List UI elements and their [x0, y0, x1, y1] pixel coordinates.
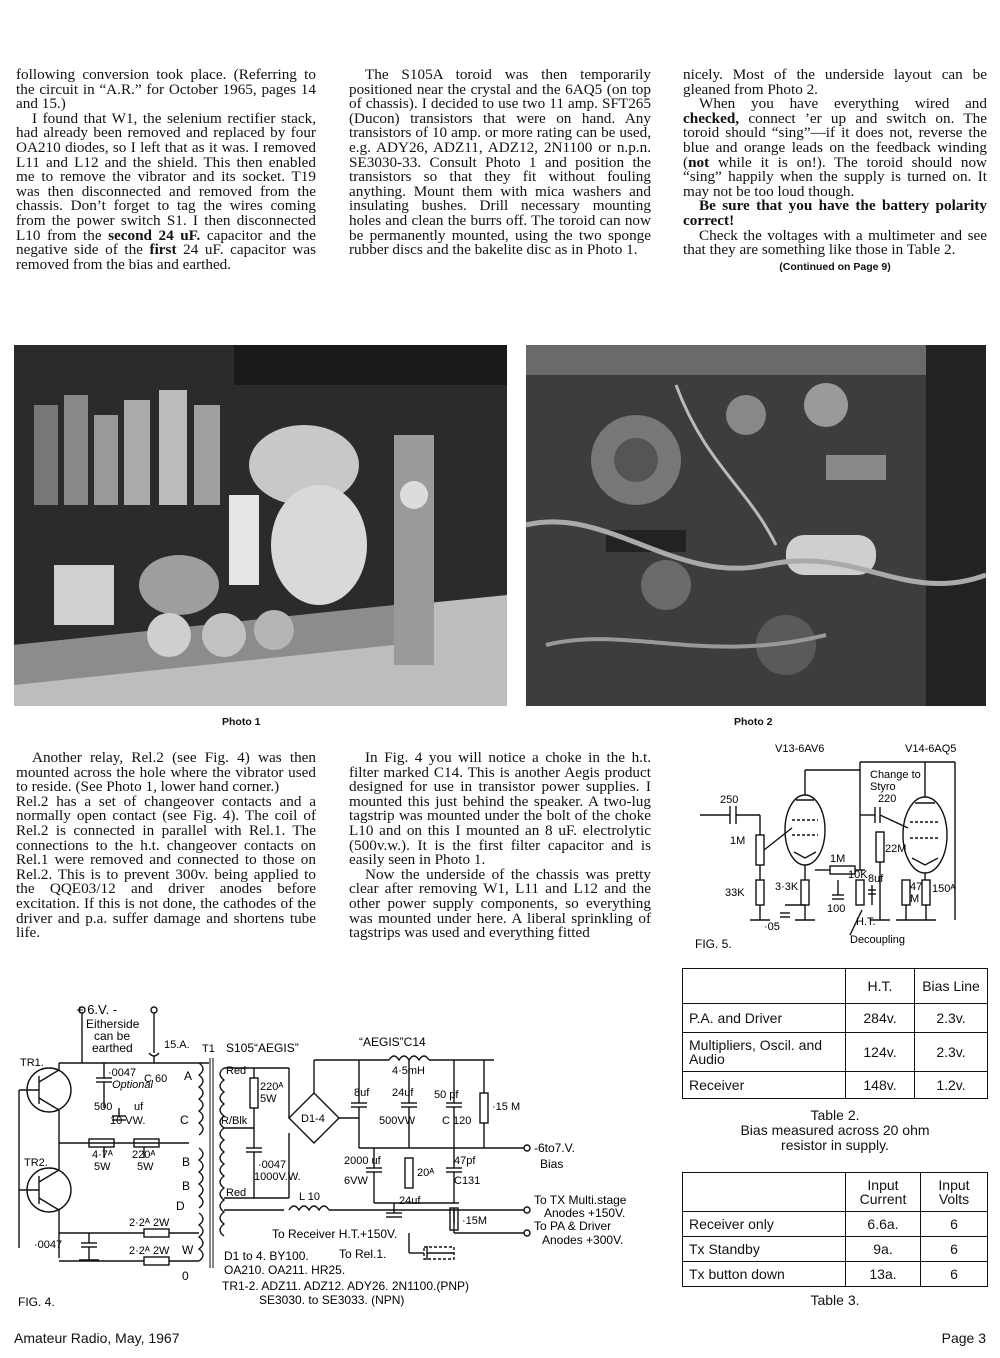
fig4-note4: SE3030. to SE3033. (NPN): [259, 1293, 405, 1307]
fig4-either2: can be: [94, 1029, 131, 1043]
fig4-letter-0: 0: [182, 1269, 189, 1283]
fig4-uf: uf: [134, 1101, 144, 1113]
paragraph: Now the underside of the chassis was pretty clear after removing W1, L11 and L12 and the other power supply components, so everything was mounted under here. A liberal sprinkling of tagstrips was used and everything fitted: [349, 865, 651, 942]
fig5-label: FIG. 5.: [695, 937, 732, 951]
table-row: [683, 1033, 988, 1072]
fig5-r10k: 10K: [848, 869, 868, 881]
fig4-c131: C131: [454, 1175, 481, 1187]
table-cell: 13a.: [846, 1262, 921, 1287]
fig4-letter-b: B: [182, 1155, 191, 1169]
figure-4-schematic: [14, 998, 664, 1310]
fig4-l45: 4·5mH: [392, 1065, 426, 1077]
fig5-r33k: 33K: [725, 887, 745, 899]
photo-2-caption: Photo 2: [734, 716, 773, 728]
fig4-rblk: R/Blk: [221, 1115, 248, 1127]
caption-line: Table 2.: [810, 1107, 860, 1123]
table-header: H.T.: [846, 969, 915, 1004]
table-cell: Multipliers, Oscil. and Audio: [683, 1033, 846, 1072]
fig5-r22m: 22M: [885, 843, 907, 855]
fig4-r15m2: ·15M: [462, 1215, 488, 1227]
fig4-r47: 4·7ᴬ: [92, 1149, 113, 1161]
fig4-c0047b: ·0047: [34, 1239, 63, 1251]
fig5-decoupling: Decoupling: [850, 934, 906, 946]
table-header: Input Current: [846, 1173, 921, 1212]
fig5-r47: 47: [910, 881, 923, 893]
fig4-l10: L 10: [299, 1191, 321, 1203]
footer-publication: Amateur Radio, May, 1967: [14, 1330, 180, 1346]
table-2-caption: [682, 1108, 988, 1153]
photo-1-caption: Photo 1: [222, 716, 261, 728]
fig4-c0047a: ·0047: [108, 1067, 137, 1079]
fig4-rx: To Receiver H.T.+150V.: [272, 1227, 398, 1241]
table-row: [683, 1212, 988, 1237]
fig5-r1m2: 1M: [830, 853, 846, 865]
table-header: Input Volts: [921, 1173, 988, 1212]
photo-2-image: [526, 345, 986, 706]
fig4-letter-c: C: [180, 1113, 189, 1127]
table-row: [683, 1262, 988, 1287]
table-row: [683, 1072, 988, 1099]
fig4-r22a: 2·2ᴬ 2W: [129, 1217, 170, 1229]
top-column-3: [683, 68, 987, 274]
paragraph: Another relay, Rel.2 (see Fig. 4) was then mounted across the hole where the vibrator used to reside. (See Photo 1, lower hand corner.): [16, 749, 316, 796]
table-3-caption: Table 3.: [810, 1292, 860, 1308]
fig5-styro: Styro: [870, 781, 896, 793]
footer-page-number: Page 3: [941, 1330, 986, 1346]
table-cell: 6: [921, 1262, 988, 1287]
fig4-letter-b2: B: [182, 1179, 191, 1193]
fig4-note1: D1 to 4. BY100.: [224, 1249, 309, 1263]
fig4-optional: Optional: [112, 1079, 153, 1091]
table-cell: 2.3v.: [915, 1033, 988, 1072]
figure-5-schematic: [680, 740, 990, 955]
table-row: [683, 1004, 988, 1033]
photo-2: [526, 345, 986, 706]
paragraph: Rel.2 has a set of changeover contacts and a normally open contact (see Fig. 4). The coil of Rel.2 is connected in parallel with Rel.1. The connections to the h.t. changeover contacts on Rel.1 were removed and connected to those on Rel.2. This is to prevent 300v. being applied to the QQE03/12 and driver anodes before excitation. If this is not done, the cathodes of the driver and p.a. suffer damage and shortens tube life.: [16, 792, 316, 942]
fig4-r22b: 2·2ᴬ 2W: [129, 1245, 170, 1257]
fig4-letter-d: D: [176, 1199, 185, 1213]
fig4-either1: Eitherside: [86, 1017, 140, 1031]
fig4-red2: Red: [226, 1187, 247, 1199]
fig4-aegis: S105“AEGIS”: [226, 1041, 299, 1055]
fig4-tx1: To TX Multi.stage: [534, 1193, 627, 1207]
fig4-aegis-c14: “AEGIS”C14: [359, 1035, 426, 1049]
fig4-c24uf: 24uf: [392, 1087, 414, 1099]
fig5-v13-label: V13-6AV6: [775, 743, 825, 755]
fig4-vw6: 6VW: [344, 1175, 368, 1187]
caption-line: Bias measured across 20 ohm: [740, 1122, 930, 1138]
fig4-vw1000: 1000V.W.: [254, 1171, 301, 1183]
fig4-w5c: 5W: [260, 1093, 277, 1105]
fig4-bias1: -6to7.V.: [534, 1141, 575, 1155]
table-row: [683, 1237, 988, 1262]
top-column-2: [349, 68, 651, 258]
table-cell: Tx Standby: [683, 1237, 846, 1262]
table-cell: P.A. and Driver: [683, 1004, 846, 1033]
paragraph: I found that W1, the selenium rectifier stack, had already been removed and replaced by four OA210 diodes, so I left that as it was. I removed L11 and L12 and the shield. This then enabled me to remove the vibrator and its socket. T19 was then disconnected and removed from the chassis. Don’t forget to tag the wires coming from the power switch S1. I then disconnected L10 from the second 24 uF. capacitor and the negative side of the first 24 uF. capacitor was removed from the bias and earthed.: [16, 109, 317, 273]
fig4-c60: C 60: [144, 1073, 168, 1085]
fig5-ht: H.T.: [856, 916, 876, 928]
fig4-red: Red: [226, 1065, 247, 1077]
fig4-pa1: To PA & Driver: [534, 1219, 612, 1233]
fig4-letter-w: W: [182, 1243, 194, 1257]
paragraph: Check the voltages with a multimeter and see that they are something like those in Table 2.: [683, 226, 987, 259]
bottom-column-1: [16, 751, 316, 941]
table-header: Bias Line: [915, 969, 988, 1004]
fig5-change-to: Change to: [870, 769, 921, 781]
table-row: [683, 1173, 988, 1212]
table-cell: 124v.: [846, 1033, 915, 1072]
fig5-r1m: 1M: [730, 835, 746, 847]
paragraph: nicely. Most of the underside layout can be gleaned from Photo 2.: [683, 66, 987, 98]
paragraph: following conversion took place. (Referring to the circuit in “A.R.” for October 1965, pages 14 and 15.): [16, 66, 316, 113]
table-row: [683, 969, 988, 1004]
table-cell: 6: [921, 1212, 988, 1237]
fig5-m: M: [910, 893, 920, 905]
fig4-bridge: D1-4: [301, 1113, 325, 1125]
paragraph: When you have everything wired and checked, connect ’er up and switch on. The toroid should “sing”—if it does not, reverse the blue and orange leads on the feedback winding (not while it is on!). The toroid should now “sing” happily when the supply is turned on. It may not be too loud though.: [683, 95, 988, 200]
fig4-tx2: Anodes +150V.: [544, 1206, 626, 1220]
table-cell: Receiver only: [683, 1212, 846, 1237]
fig4-c120: C 120: [442, 1115, 472, 1127]
paragraph: Be sure that you have the battery polarity correct!: [683, 197, 987, 229]
fig4-c0047c: ·0047: [258, 1159, 287, 1171]
table-3: [682, 1172, 988, 1287]
fig4-batt: + 6.V. -: [76, 1002, 118, 1017]
photo-1-image: [14, 345, 507, 706]
table-cell: Tx button down: [683, 1262, 846, 1287]
fig4-letter-a: A: [184, 1069, 193, 1083]
fig4-t1: T1: [202, 1043, 215, 1055]
fig4-r20: 20ᴬ: [417, 1167, 435, 1179]
table-cell: 9a.: [846, 1237, 921, 1262]
fig5-c100: 100: [827, 903, 846, 915]
fig5-c05: ·05: [764, 921, 780, 933]
fig4-w5a: 5W: [94, 1161, 111, 1173]
table-cell: 2.3v.: [915, 1004, 988, 1033]
fig4-label: FIG. 4.: [18, 1295, 55, 1309]
fig4-vw500: 500VW: [379, 1115, 416, 1127]
fig4-fuse: 15.A.: [164, 1039, 190, 1051]
table-cell: 1.2v.: [915, 1072, 988, 1099]
table-2: [682, 968, 988, 1099]
fig4-either3: earthed: [92, 1041, 133, 1055]
fig4-tr2: TR2.: [24, 1157, 48, 1169]
caption-line: resistor in supply.: [781, 1137, 889, 1153]
top-column-1: [16, 68, 316, 272]
fig4-r220: 220ᴬ: [132, 1149, 156, 1161]
fig5-c250: 250: [720, 794, 739, 806]
table-cell: 6: [921, 1237, 988, 1262]
table-cell: 284v.: [846, 1004, 915, 1033]
fig4-vw10: 10 VW.: [110, 1115, 146, 1127]
paragraph: The S105A toroid was then temporarily positioned near the crystal and the 6AQ5 (on top of chassis). I decided to use two 11 amp. SFT265 (Ducon) transistors that were on hand. Any transistors of 10 amp. or more rating can be used, e.g. ADY26, ADZ11, ADZ12, 2N1100 or n.p.n. SE3030-33. Consult Photo 1 and position the transistors so that they fit without fouling anything. Mount them with mica washers and insulating bushes. Drill necessary mounting holes and clean the burrs off. The toroid can now be permanently mounted, using the two sponge rubber discs and the bakelite disc as in Photo 1.: [349, 66, 651, 259]
paragraph: In Fig. 4 you will notice a choke in the h.t. filter marked C14. This is another Aegis product designed for use in transistor power supplies. I mounted this just behind the speaker. A two-lug tagstrip was mounted under the bolt of the choke L10 and on this I mounted an 8 uF. electrolytic (500v.w.). It is the first filter capacitor and is easily seen in Photo 1.: [349, 749, 651, 869]
table-cell: 6.6a.: [846, 1212, 921, 1237]
photo-1: [14, 345, 507, 706]
fig5-v14-label: V14-6AQ5: [905, 743, 957, 755]
fig4-note3: TR1-2. ADZ11. ADZ12. ADY26. 2N1100.(PNP): [222, 1279, 469, 1293]
fig4-note2: OA210. OA211. HR25.: [224, 1263, 346, 1277]
fig4-r15m: ·15 M: [492, 1101, 521, 1113]
fig4-r220w: 220ᴬ: [260, 1081, 284, 1093]
fig4-pa2: Anodes +300V.: [542, 1233, 624, 1247]
fig4-w5b: 5W: [137, 1161, 154, 1173]
continued-note: (Continued on Page 9): [779, 260, 891, 273]
fig4-c2000: 2000 uf: [344, 1155, 381, 1167]
bottom-column-2: [349, 751, 651, 941]
fig4-c50pf: 50 pf: [434, 1089, 459, 1101]
fig4-c24uf2: 24uf: [399, 1195, 421, 1207]
fig4-c8uf: 8uf: [354, 1087, 370, 1099]
fig4-tr1: TR1.: [20, 1057, 44, 1069]
fig4-c47pf: 47pf: [454, 1155, 476, 1167]
table-cell: 148v.: [846, 1072, 915, 1099]
table-cell: Receiver: [683, 1072, 846, 1099]
fig5-c220: 220: [878, 793, 897, 805]
fig5-r150: 150ᴬ: [932, 883, 956, 895]
fig4-c500: 500: [94, 1101, 113, 1113]
fig4-bias2: Bias: [540, 1157, 564, 1171]
fig4-rel1: To Rel.1.: [339, 1247, 387, 1261]
fig5-c8uf: 8uf: [868, 873, 884, 885]
fig5-r33k2: 3·3K: [775, 881, 799, 893]
